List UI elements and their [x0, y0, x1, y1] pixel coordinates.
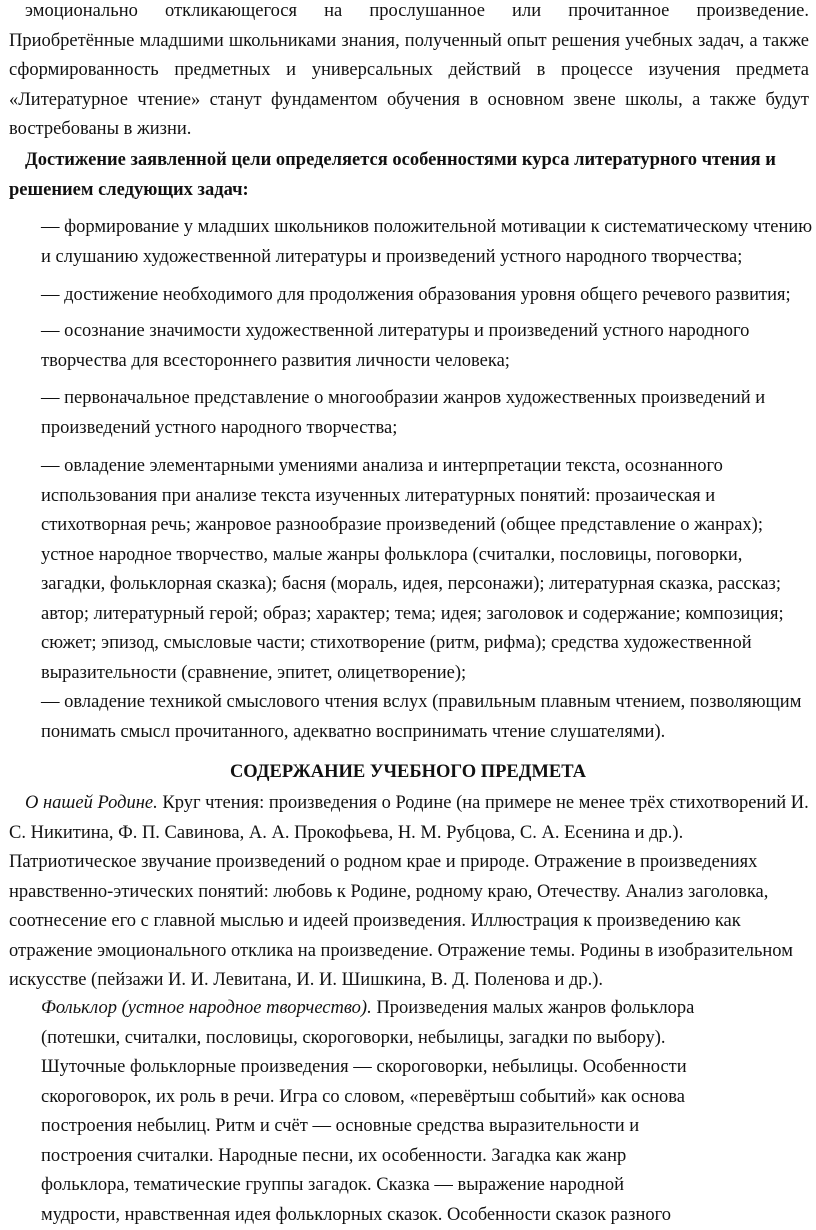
- task-item-6: — овладение техникой смыслового чтения вслух (правильным плавным чтением, позволяющим понимать смысл прочитанного, адекватно воспринимать чтение слушателями).: [41, 692, 802, 742]
- task-item-5: — овладение элементарными умениями анализа и интерпретации текста, осознанного использования при анализе текста изученных литературных понятий: прозаическая и стихотворная речь; жанровое разнообразие произведений (общее представление о жанрах); устное народное творчество, малые жанры фольклора (считалки, пословицы, поговорки, загадки, фольклорная сказка); басня (мораль, идея, персонажи); литературная сказка, рассказ; автор; литературный герой; образ; характер; тема; идея; заголовок и содержание; композиция; сюжет; эпизод, смысловые части; стихотворение (ритм, рифма); средства художественной выразительности (сравнение, эпитет, олицетворение);: [41, 456, 784, 683]
- task-item-2: — достижение необходимого для продолжения образования уровня общего речевого развития;: [41, 285, 791, 305]
- content-title-folklore: Фольклор (устное народное творчество).: [41, 998, 372, 1018]
- content-title-homeland: О нашей Родине.: [25, 793, 158, 813]
- goal-statement: Достижение заявленной цели определяется особенностями курса литературного чтения и решением следующих задач:: [9, 150, 776, 200]
- content-text-folklore: Произведения малых жанров фольклора (потешки, считалки, пословицы, скороговорки, небылицы, загадки по выбору). Шуточные фольклорные произведения — скороговорки, небылицы. Особенности скороговорок, их роль в речи. Игра со словом, «перевёртыш событий» как основа построения небылиц. Ритм и счёт — основные средства выразительности и построения считалки. Народные песни, их особенности. Загадка как жанр фольклора, тематические группы загадок. Сказка — выражение народной мудрости, нравственная идея фольклорных сказок. Особенности сказок разного: [41, 998, 695, 1225]
- task-item-4: — первоначальное представление о многообразии жанров художественных произведений и произведений устного народного творчества;: [41, 388, 766, 438]
- intro-rest: Приобретённые младшими школьниками знания, полученный опыт решения учебных задач, а также сформированность предметных и универсальных действий в процессе изучения предмета «Литературное чтение» станут фундаментом обучения в основном звене школы, а также будут востребованы в жизни.: [9, 30, 809, 139]
- content-paragraph-folklore: [41, 994, 701, 1230]
- task-item-1: — формирование у младших школьников положительной мотивации к систематическому чтению и слушанию художественной литературы и произведений устного народного творчества;: [41, 217, 813, 267]
- intro-paragraph: [9, 0, 809, 145]
- intro-line-1: эмоционально откликающегося на прослушанное или прочитанное произведение.: [25, 1, 809, 21]
- content-text-homeland: Круг чтения: произведения о Родине (на примере не менее трёх стихотворений И. С. Никитина, Ф. П. Савинова, А. А. Прокофьева, Н. М. Рубцова, С. А. Есенина и др.). Патриотическое звучание произведений о родном крае и природе. Отражение в произведениях нравственно-этических понятий: любовь к Родине, родному краю, Отечеству. Анализ заголовка, соотнесение его с главной мыслью и идеей произведения. Иллюстрация к произведению как отражение эмоционального отклика на произведение. Отражение темы. Родины в изобразительном искусстве (пейзажи И. И. Левитана, И. И. Шишкина, В. Д. Поленова и др.).: [9, 793, 809, 990]
- task-item-3: — осознание значимости художественной литературы и произведений устного народного творчества для всестороннего развития личности человека;: [41, 321, 750, 371]
- content-paragraph-homeland: [9, 789, 809, 996]
- section-heading: СОДЕРЖАНИЕ УЧЕБНОГО ПРЕДМЕТА: [229, 762, 587, 782]
